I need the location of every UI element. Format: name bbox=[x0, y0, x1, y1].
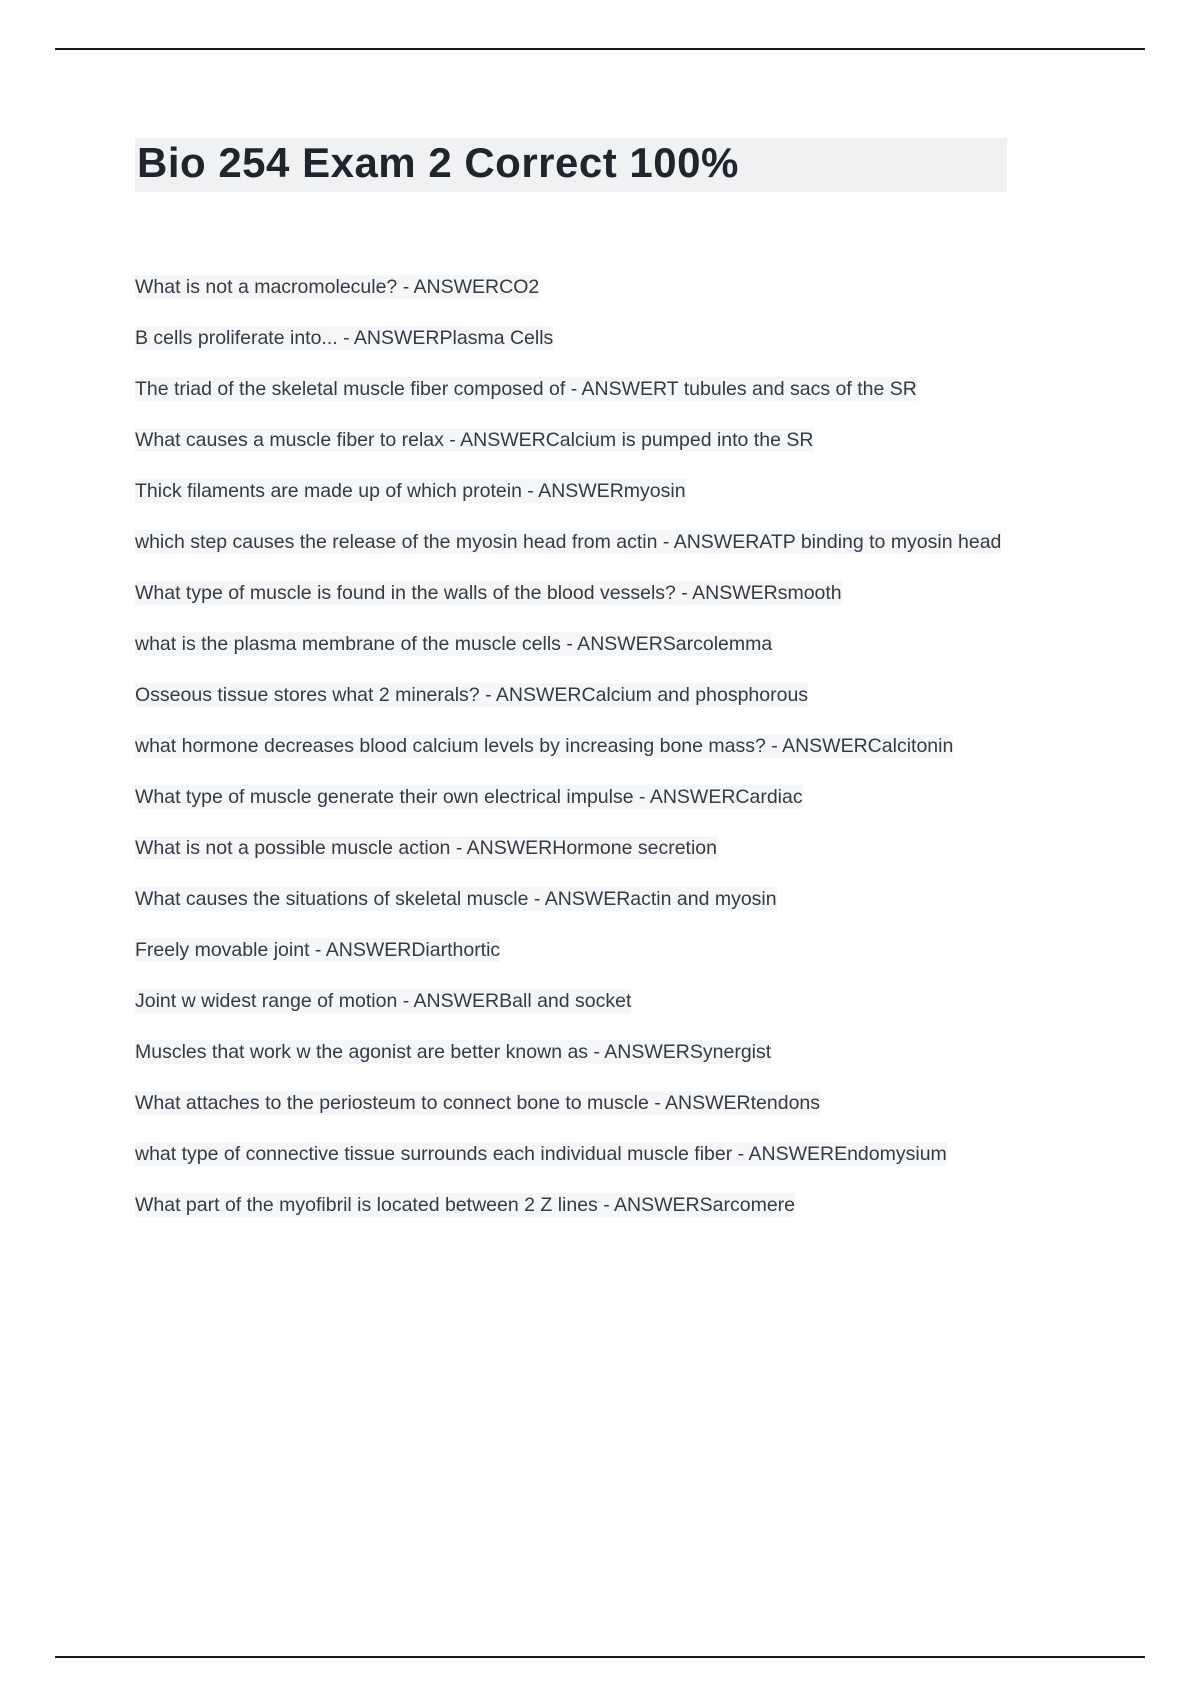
qa-line bbox=[135, 1192, 1007, 1218]
qa-line bbox=[135, 376, 1007, 402]
qa-list bbox=[135, 274, 1007, 1218]
bottom-border-line bbox=[55, 1656, 1145, 1658]
page-content bbox=[135, 0, 1007, 1243]
qa-line bbox=[135, 427, 1007, 453]
qa-line-text: which step causes the release of the myosin head from actin - ANSWERATP binding to myosin head bbox=[135, 531, 1002, 554]
qa-line-text: What type of muscle generate their own electrical impulse - ANSWERCardiac bbox=[135, 786, 803, 809]
page-title: Bio 254 Exam 2 Correct 100% bbox=[135, 138, 1007, 192]
qa-line-text: What attaches to the periosteum to connect bone to muscle - ANSWERtendons bbox=[135, 1092, 821, 1115]
qa-line-text: What causes the situations of skeletal muscle - ANSWERactin and myosin bbox=[135, 888, 777, 911]
qa-line bbox=[135, 631, 1007, 657]
qa-line-text: What is not a macromolecule? - ANSWERCO2 bbox=[135, 276, 540, 299]
qa-line-text: Joint w widest range of motion - ANSWERBall and socket bbox=[135, 990, 632, 1013]
qa-line-text: The triad of the skeletal muscle fiber composed of - ANSWERT tubules and sacs of the SR bbox=[135, 378, 917, 401]
qa-line-text: What part of the myofibril is located between 2 Z lines - ANSWERSarcomere bbox=[135, 1194, 796, 1217]
qa-line bbox=[135, 274, 1007, 300]
qa-line-text: what type of connective tissue surrounds each individual muscle fiber - ANSWEREndomysium bbox=[135, 1143, 947, 1166]
qa-line-text: What type of muscle is found in the walls of the blood vessels? - ANSWERsmooth bbox=[135, 582, 842, 605]
qa-line bbox=[135, 937, 1007, 963]
qa-line bbox=[135, 682, 1007, 708]
qa-line bbox=[135, 529, 1007, 555]
qa-line-text: what is the plasma membrane of the muscle cells - ANSWERSarcolemma bbox=[135, 633, 773, 656]
qa-line bbox=[135, 733, 1007, 759]
qa-line bbox=[135, 1090, 1007, 1116]
qa-line-text: B cells proliferate into... - ANSWERPlasma Cells bbox=[135, 327, 554, 350]
qa-line-text: what hormone decreases blood calcium levels by increasing bone mass? - ANSWERCalcitonin bbox=[135, 735, 954, 758]
qa-line bbox=[135, 784, 1007, 810]
qa-line bbox=[135, 580, 1007, 606]
qa-line bbox=[135, 1141, 1007, 1167]
qa-line-text: Osseous tissue stores what 2 minerals? - ANSWERCalcium and phosphorous bbox=[135, 684, 809, 707]
qa-line-text: Thick filaments are made up of which protein - ANSWERmyosin bbox=[135, 480, 686, 503]
qa-line bbox=[135, 478, 1007, 504]
qa-line bbox=[135, 988, 1007, 1014]
qa-line-text: Muscles that work w the agonist are better known as - ANSWERSynergist bbox=[135, 1041, 772, 1064]
qa-line bbox=[135, 1039, 1007, 1065]
qa-line bbox=[135, 886, 1007, 912]
qa-line-text: What causes a muscle fiber to relax - ANSWERCalcium is pumped into the SR bbox=[135, 429, 814, 452]
qa-line bbox=[135, 835, 1007, 861]
qa-line-text: Freely movable joint - ANSWERDiarthortic bbox=[135, 939, 501, 962]
qa-line bbox=[135, 325, 1007, 351]
qa-line-text: What is not a possible muscle action - ANSWERHormone secretion bbox=[135, 837, 717, 860]
